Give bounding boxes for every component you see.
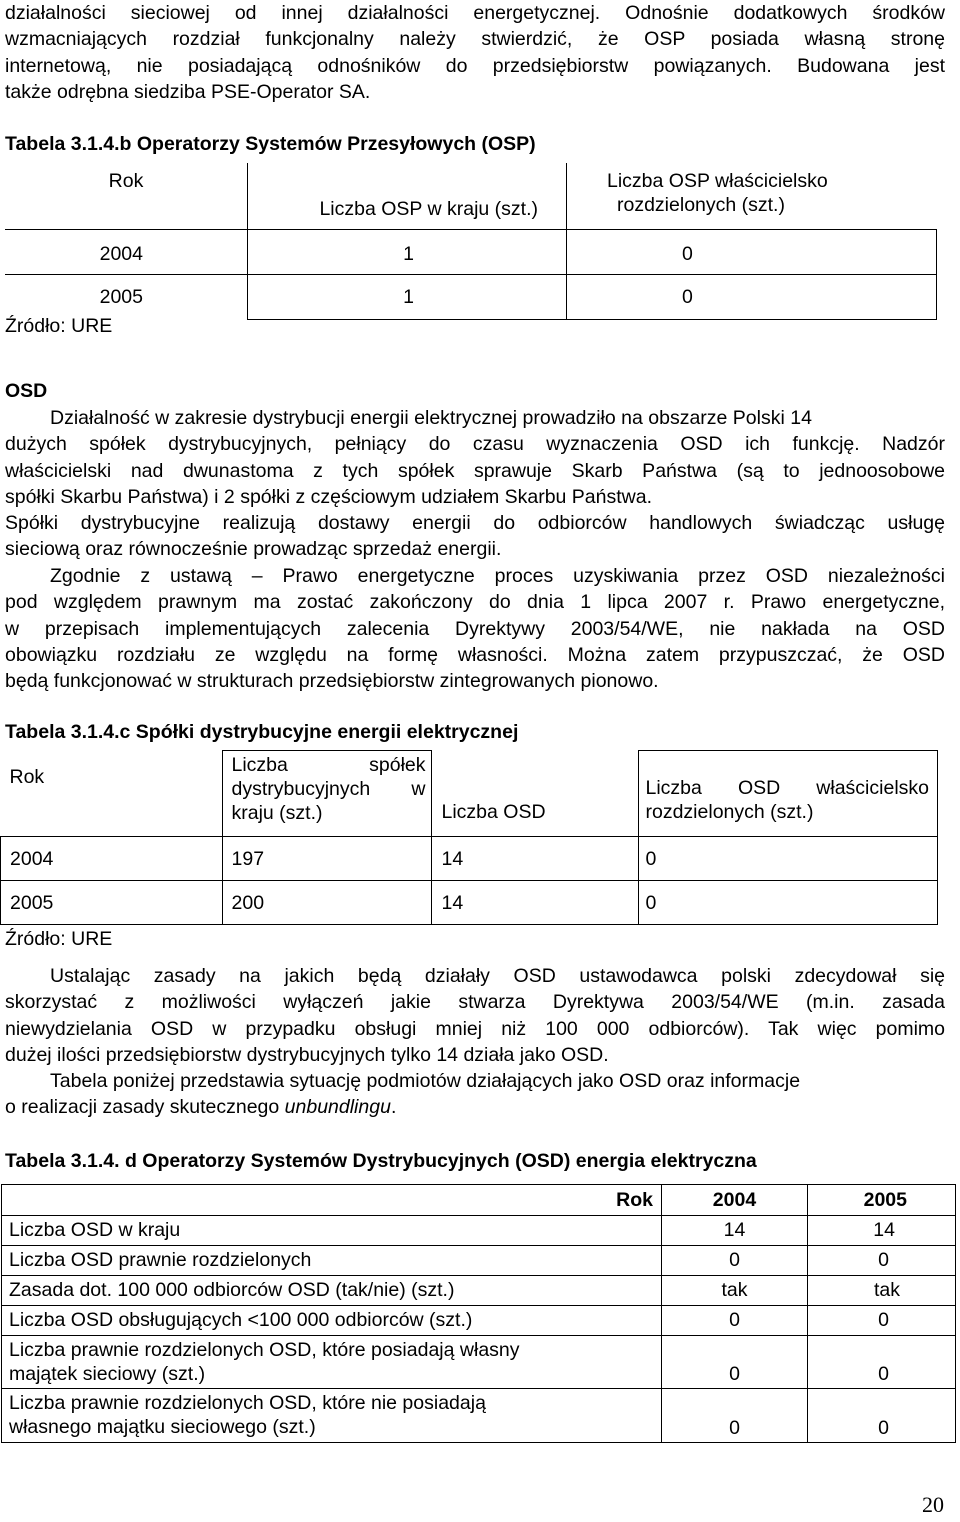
table-c-header-osd: Liczba OSD [431, 751, 638, 837]
table-c [0, 750, 938, 925]
table-row: Liczba prawnie rozdzielonych OSD, które nie posiadają własnego majątku sieciowego (szt.) 0 0 [2, 1389, 956, 1443]
table-d-header-row: Rok 2004 2005 [2, 1185, 956, 1216]
osd-line: Działalność w zakresie dystrybucji energii elektrycznej prowadziło na obszarze Polski 14 [50, 407, 812, 429]
page-number: 20 [922, 1492, 944, 1517]
after-c-line: skorzystać z możliwości wyłączeń jakie stwarza Dyrektywa 2003/54/WE (m.in. zasada [5, 991, 945, 1014]
osd-paragraph-3 [5, 563, 945, 694]
table-row: Liczba OSD prawnie rozdzielonych 0 0 [2, 1246, 956, 1276]
intro-line: internetową, nie posiadającą odnośników do przedsiębiorstw powiązanych. Budowana jest [5, 54, 945, 77]
osd-line: Zgodnie z ustawą – Prawo energetyczne proces uzyskiwania przez OSD niezależności [50, 565, 945, 587]
table-row: Liczba OSD obsługujących <100 000 odbiorców (szt.) 0 0 [2, 1306, 956, 1336]
osd-line: właścicielski nad dwunastoma z tych spółek sprawuje Skarb Państwa (są to jednoosobowe [5, 459, 945, 482]
table-b-header-rok: Rok [5, 163, 248, 229]
after-c-line: niewydzielania OSD w przypadku obsługi mniej niż 100 000 odbiorców). Tak więc pomimo [5, 1017, 945, 1040]
osd-line: będą funkcjonować w strukturach przedsiębiorstw zintegrowanych pionowo. [5, 670, 659, 693]
table-d-title: Tabela 3.1.4. d Operatorzy Systemów Dystrybucyjnych (OSD) energia elektryczna [5, 1150, 757, 1172]
after-c-paragraph-2 [5, 1068, 945, 1121]
table-b-title: Tabela 3.1.4.b Operatorzy Systemów Przesyłowych (OSP) [5, 133, 536, 155]
osd-line: spółki Skarbu Państwa) i 2 spółki z częściowym udziałem Skarbu Państwa. [5, 485, 653, 508]
table-c-header-separated: Liczba OSD właścicielsko rozdzielonych (szt.) [638, 751, 938, 837]
osd-line: w przepisach implementujących zalecenia Dyrektywy 2003/54/WE, nie nakłada na OSD [5, 617, 945, 640]
table-c-title: Tabela 3.1.4.c Spółki dystrybucyjne energii elektrycznej [5, 721, 519, 743]
osd-heading: OSD [5, 380, 48, 402]
table-row: 2004 197 14 0 [1, 837, 938, 881]
table-b [5, 163, 937, 320]
table-b-header-count: Liczba OSP w kraju (szt.) [248, 163, 567, 229]
table-b-source: Źródło: URE [5, 315, 113, 337]
osd-paragraph-2 [5, 510, 945, 563]
intro-line: także odrębna siedziba PSE-Operator SA. [5, 80, 371, 103]
after-c-line: o realizacji zasady skutecznego unbundlingu. [5, 1096, 397, 1119]
table-row: 2005 200 14 0 [1, 881, 938, 925]
table-d [1, 1184, 956, 1443]
table-c-source: Źródło: URE [5, 928, 113, 950]
intro-line: wzmacniających rozdział funkcjonalny należy stwierdzić, że OSP posiada własną stronę [5, 28, 945, 51]
table-row: Liczba prawnie rozdzielonych OSD, które posiadają własny majątek sieciowy (szt.) 0 0 [2, 1336, 956, 1389]
table-row: Zasada dot. 100 000 odbiorców OSD (tak/nie) (szt.) tak tak [2, 1276, 956, 1306]
osd-line: sieciową oraz równocześnie prowadząc sprzedaż energii. [5, 538, 502, 561]
table-row: 2005 1 0 [5, 274, 937, 319]
after-c-line: Ustalając zasady na jakich będą działały OSD ustawodawca polski zdecydował się [50, 965, 945, 987]
osd-line: pod względem prawnym ma zostać zakończony do dnia 1 lipca 2007 r. Prawo energetyczne, [5, 591, 945, 614]
table-c-header-companies: Liczba spółek dystrybucyjnych w kraju (szt.) [222, 751, 431, 837]
table-row: 2004 1 0 [5, 229, 937, 274]
intro-line: działalności sieciowej od innej działalności energetycznej. Odnośnie dodatkowych środków [5, 2, 945, 24]
intro-paragraph [5, 0, 945, 105]
after-c-paragraph-1 [5, 963, 945, 1068]
after-c-line: dużej ilości przedsiębiorstw dystrybucyjnych tylko 14 działa jako OSD. [5, 1043, 609, 1066]
table-b-header-separated: Liczba OSP właścicielsko rozdzielonych (szt.) [567, 163, 937, 229]
table-c-header-rok: Rok [1, 751, 223, 837]
osd-line: dużych spółek dystrybucyjnych, pełniący do czasu wyznaczenia OSD ich funkcję. Nadzór [5, 433, 945, 456]
osd-line: Spółki dystrybucyjne realizują dostawy energii do odbiorców handlowych świadcząc usługę [5, 512, 945, 534]
table-row: Liczba OSD w kraju 14 14 [2, 1216, 956, 1246]
osd-paragraph-1 [5, 405, 945, 510]
osd-line: obowiązku rozdziału ze względu na formę własności. Można zatem przypuszczać, że OSD [5, 643, 945, 666]
after-c-line: Tabela poniżej przedstawia sytuację podmiotów działających jako OSD oraz informacje [50, 1070, 801, 1092]
